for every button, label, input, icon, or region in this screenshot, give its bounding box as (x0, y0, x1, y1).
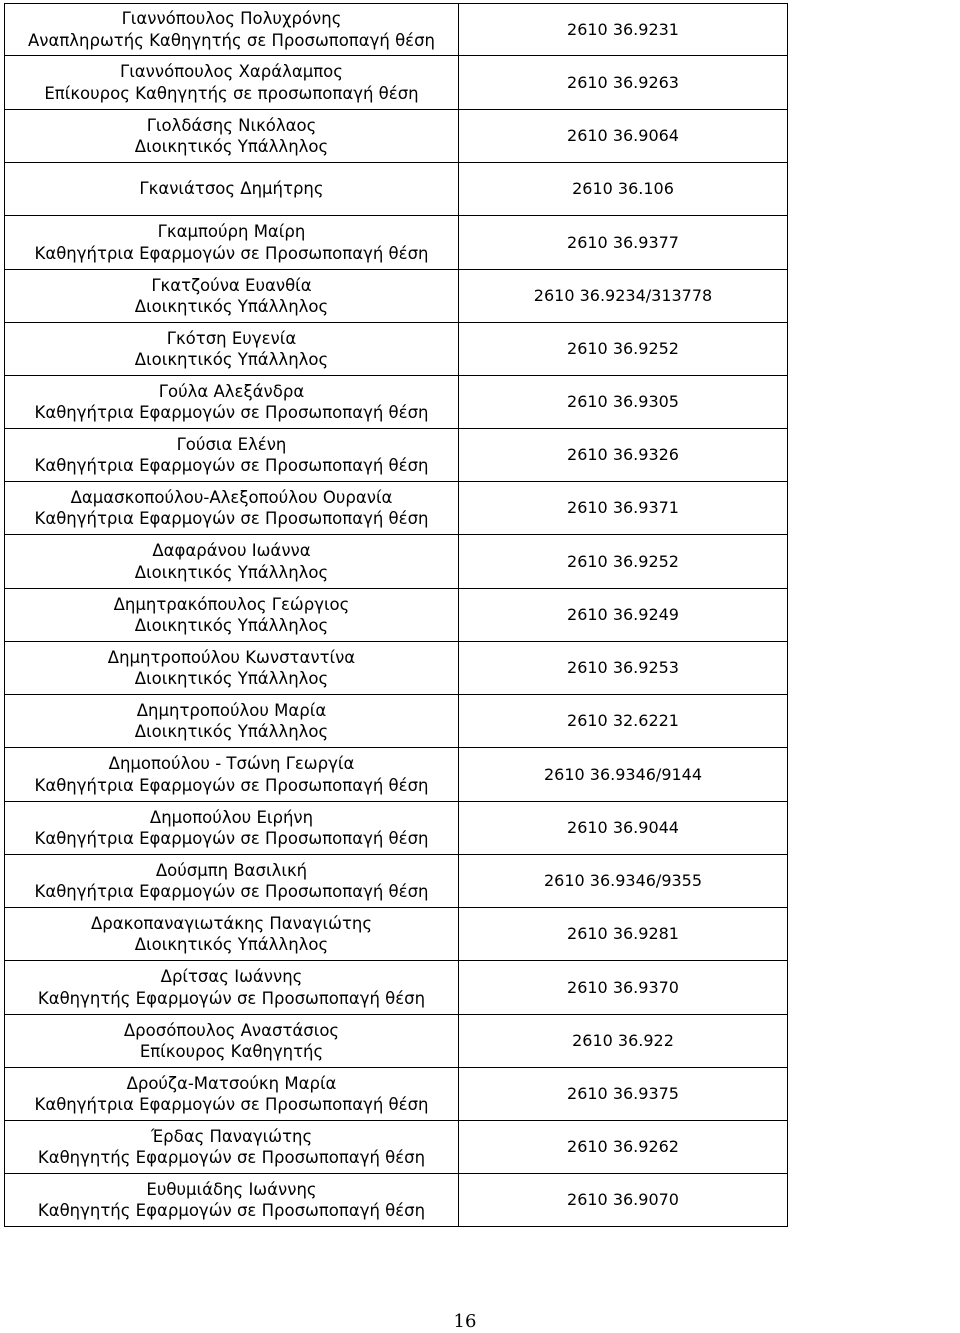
staff-name-cell (5, 376, 459, 429)
staff-phone: 2610 36.9375 (459, 1068, 788, 1121)
staff-directory-table (4, 3, 788, 1227)
staff-phone: 2610 36.9371 (459, 482, 788, 535)
staff-phone: 2610 36.9305 (459, 376, 788, 429)
table-row (5, 535, 788, 589)
table-row (5, 589, 788, 642)
staff-name: Έρδας Παναγιώτης (150, 1126, 313, 1146)
staff-name-cell (5, 695, 459, 748)
table-row (5, 1174, 788, 1227)
staff-title: Καθηγήτρια Εφαρμογών σε Προσωποπαγή θέση (34, 1095, 429, 1114)
staff-name: Γιαννόπουλος Πολυχρόνης (121, 9, 342, 28)
staff-title: Επίκουρος Καθηγητής (139, 1042, 324, 1061)
staff-name-cell (5, 323, 459, 376)
staff-phone: 2610 36.9377 (459, 216, 788, 270)
table-row (5, 1121, 788, 1174)
staff-title: Καθηγήτρια Εφαρμογών σε Προσωποπαγή θέση (34, 775, 429, 795)
staff-name-cell (5, 642, 459, 695)
table-row (5, 163, 788, 216)
staff-name: Δημητροπούλου Κωνσταντίνα (107, 647, 356, 667)
staff-name: Γκανιάτσος Δημήτρης (139, 179, 324, 199)
staff-phone: 2610 36.9044 (459, 802, 788, 855)
staff-name-cell (5, 1121, 459, 1174)
staff-title: Καθηγήτρια Εφαρμογών σε Προσωποπαγή θέση (34, 509, 429, 528)
table-row (5, 4, 788, 56)
staff-name: Γιαννόπουλος Χαράλαμπος (120, 62, 343, 81)
staff-name-cell (5, 748, 459, 802)
staff-name-cell (5, 482, 459, 535)
staff-name-cell (5, 961, 459, 1015)
staff-name: Γούλα Αλεξάνδρα (158, 381, 305, 401)
table-row (5, 323, 788, 376)
staff-title: Διοικητικός Υπάλληλος (134, 935, 329, 954)
staff-phone: 2610 32.6221 (459, 695, 788, 748)
staff-name-cell (5, 1174, 459, 1227)
staff-title: Διοικητικός Υπάλληλος (134, 669, 329, 688)
table-row (5, 56, 788, 110)
staff-title: Διοικητικός Υπάλληλος (134, 562, 329, 582)
table-row (5, 429, 788, 482)
staff-title: Καθηγήτρια Εφαρμογών σε Προσωποπαγή θέση (34, 456, 429, 475)
staff-phone: 2610 36.9252 (459, 535, 788, 589)
staff-phone: 2610 36.9370 (459, 961, 788, 1015)
staff-title: Καθηγητής Εφαρμογών σε Προσωποπαγή θέση (37, 1148, 426, 1167)
staff-title: Καθηγήτρια Εφαρμογών σε Προσωποπαγή θέση (34, 403, 429, 422)
staff-name: Δημοπούλου - Τσώνη Γεωργία (108, 754, 355, 773)
staff-name-cell (5, 4, 459, 56)
staff-name-cell (5, 429, 459, 482)
staff-name-cell (5, 216, 459, 270)
staff-phone: 2610 36.9326 (459, 429, 788, 482)
table-row (5, 482, 788, 535)
staff-title: Καθηγητής Εφαρμογών σε Προσωποπαγή θέση (37, 1201, 426, 1220)
staff-name-cell (5, 589, 459, 642)
staff-title: Καθηγήτρια Εφαρμογών σε Προσωποπαγή θέση (34, 882, 429, 901)
staff-name: Γούσια Ελένη (176, 434, 287, 454)
staff-name: Γκότση Ευγενία (166, 328, 297, 348)
staff-name-cell (5, 270, 459, 323)
staff-title: Διοικητικός Υπάλληλος (134, 137, 329, 156)
staff-title: Καθηγήτρια Εφαρμογών σε Προσωποπαγή θέση (34, 829, 429, 848)
table-row (5, 642, 788, 695)
staff-name-cell (5, 110, 459, 163)
page-number: 16 (453, 1311, 477, 1332)
staff-name: Δούσμπη Βασιλική (155, 860, 308, 880)
table-row (5, 1068, 788, 1121)
staff-name-cell (5, 908, 459, 961)
staff-name: Γκαμπούρη Μαίρη (157, 222, 306, 241)
staff-phone: 2610 36.9070 (459, 1174, 788, 1227)
staff-name-cell (5, 1015, 459, 1068)
staff-name: Δημοπούλου Ειρήνη (149, 807, 314, 827)
staff-name: Ευθυμιάδης Ιωάννης (146, 1179, 317, 1199)
staff-name: Δαφαράνου Ιωάννα (152, 541, 311, 560)
staff-name: Δαμασκοπούλου-Αλεξοπούλου Ουρανία (70, 487, 393, 507)
staff-title: Διοικητικός Υπάλληλος (134, 722, 329, 741)
staff-name-cell (5, 535, 459, 589)
staff-title: Διοικητικός Υπάλληλος (134, 616, 329, 635)
staff-phone: 2610 36.9346/9144 (459, 748, 788, 802)
table-row (5, 961, 788, 1015)
staff-title: Αναπληρωτής Καθηγητής σε Προσωποπαγή θέση (27, 30, 436, 50)
staff-phone: 2610 36.9262 (459, 1121, 788, 1174)
staff-title: Καθηγητής Εφαρμογών σε Προσωποπαγή θέση (37, 988, 426, 1008)
table-row (5, 1015, 788, 1068)
staff-phone: 2610 36.9249 (459, 589, 788, 642)
staff-name: Δημητροπούλου Μαρία (136, 700, 327, 720)
table-row (5, 695, 788, 748)
staff-name-cell (5, 56, 459, 110)
staff-name: Δημητρακόπουλος Γεώργιος (113, 594, 350, 614)
table-row (5, 110, 788, 163)
staff-directory-body (5, 4, 788, 1227)
staff-name-cell (5, 802, 459, 855)
staff-name-cell (5, 855, 459, 908)
table-row (5, 216, 788, 270)
staff-name: Δρίτσας Ιωάννης (160, 967, 303, 986)
staff-name: Γιολδάσης Νικόλαος (146, 115, 317, 135)
staff-phone: 2610 36.9263 (459, 56, 788, 110)
staff-name-cell (5, 1068, 459, 1121)
staff-name: Δροσόπουλος Αναστάσιος (123, 1020, 340, 1040)
table-row (5, 270, 788, 323)
staff-phone: 2610 36.9252 (459, 323, 788, 376)
table-row (5, 802, 788, 855)
staff-phone: 2610 36.922 (459, 1015, 788, 1068)
staff-phone: 2610 36.9346/9355 (459, 855, 788, 908)
table-row (5, 376, 788, 429)
staff-phone: 2610 36.9234/313778 (459, 270, 788, 323)
staff-phone: 2610 36.9231 (459, 4, 788, 56)
staff-title: Καθηγήτρια Εφαρμογών σε Προσωποπαγή θέση (34, 243, 429, 263)
table-row (5, 855, 788, 908)
table-row (5, 908, 788, 961)
staff-phone: 2610 36.9253 (459, 642, 788, 695)
staff-title: Επίκουρος Καθηγητής σε προσωποπαγή θέση (44, 83, 419, 103)
staff-name: Δρούζα-Ματσούκη Μαρία (126, 1073, 337, 1093)
staff-name: Γκατζούνα Ευανθία (151, 275, 312, 295)
staff-phone: 2610 36.9064 (459, 110, 788, 163)
staff-phone: 2610 36.106 (459, 163, 788, 216)
staff-name: Δρακοπαναγιωτάκης Παναγιώτης (90, 913, 373, 933)
staff-title: Διοικητικός Υπάλληλος (134, 350, 329, 369)
table-row (5, 748, 788, 802)
staff-name-cell (5, 163, 459, 216)
staff-phone: 2610 36.9281 (459, 908, 788, 961)
staff-title: Διοικητικός Υπάλληλος (134, 297, 329, 316)
